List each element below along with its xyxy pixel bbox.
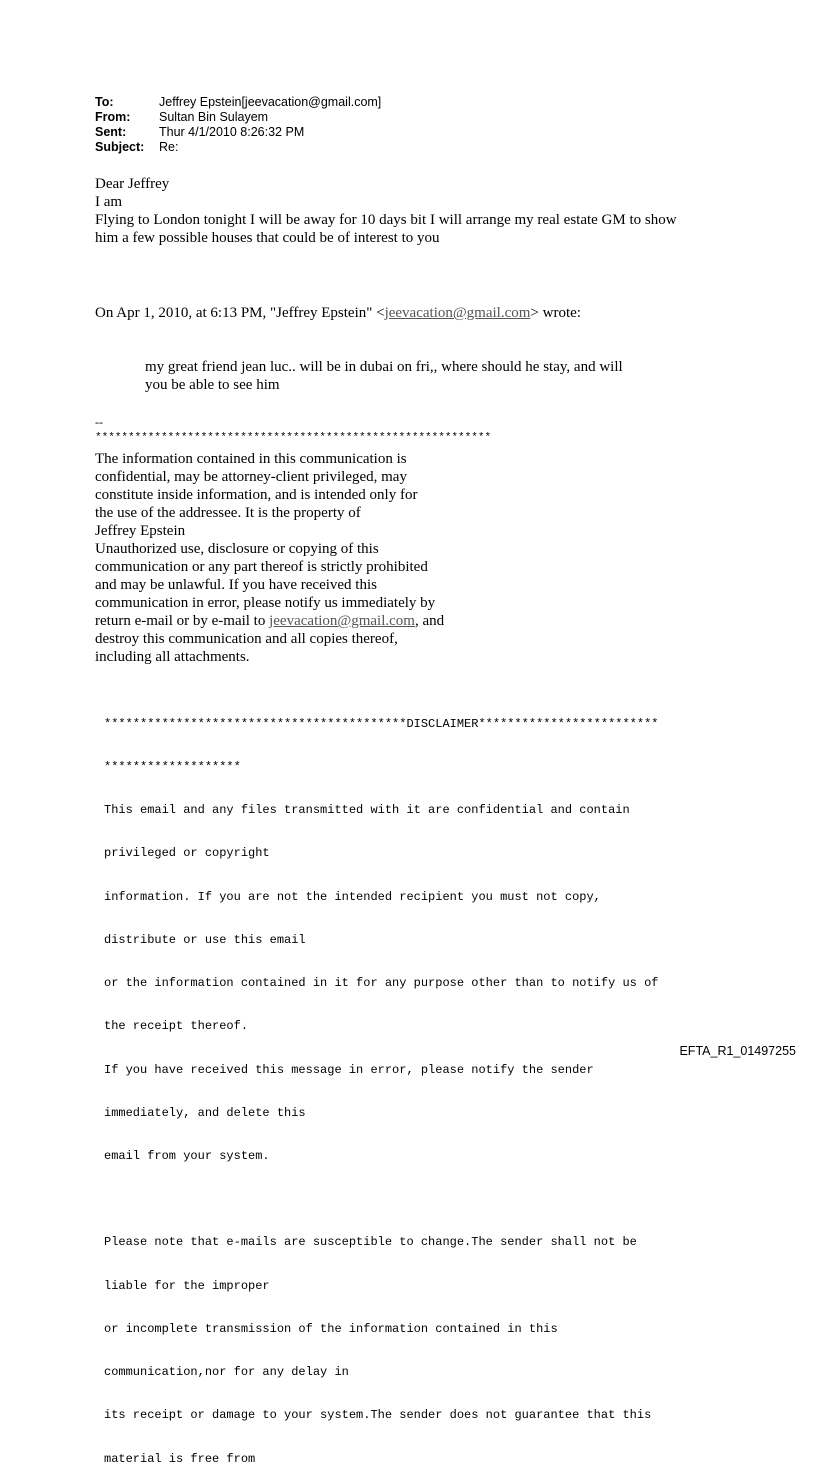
notice-return-text: return e-mail or by e-mail to [95,613,270,629]
disclaimer-line: material is free from [104,1451,256,1466]
notice-line: and may be unlawful. If you have received this [95,577,377,593]
disclaimer-line: communication,nor for any delay in [104,1365,349,1380]
subject-label: Subject: [95,140,145,154]
to-value: Jeffrey Epstein[jeevacation@gmail.com] [159,95,382,109]
notice-line: Jeffrey Epstein [95,523,186,539]
disclaimer-line: the receipt thereof. [104,1019,249,1034]
signature-dash: -- [95,415,103,429]
disclaimer-line: or the information contained in it for any purpose other than to notify us of [104,976,659,991]
notice-line: constitute inside information, and is intended only for [95,487,418,503]
from-value: Sultan Bin Sulayem [159,110,269,124]
signature-stars: ************************************************************ [95,432,492,444]
quote-line: you be able to see him [145,377,280,393]
body-line: I am [95,194,123,210]
disclaimer-line: ******************* [104,760,241,775]
message-body [95,175,677,247]
disclaimer-line: distribute or use this email [104,932,306,947]
disclaimer-line: liable for the improper [104,1278,270,1293]
email-link[interactable]: jeevacation@gmail.com [384,305,531,321]
disclaimer-block [104,688,659,1480]
quote-intro-tail: > wrote: [530,305,581,321]
email-link[interactable]: jeevacation@gmail.com [269,613,415,629]
document-id: EFTA_R1_01497255 [679,1044,796,1058]
notice-line: destroy this communication and all copies thereof, [95,631,398,647]
body-line: him a few possible houses that could be of interest to you [95,230,440,246]
notice-line: confidential, may be attorney-client privileged, may [95,469,407,485]
disclaimer-line: immediately, and delete this [104,1105,306,1120]
sent-row [95,125,381,140]
notice-return-tail: , and [414,613,445,629]
from-row [95,110,381,125]
disclaimer-line: This email and any files transmitted with it are confidential and contain [104,803,630,818]
notice-line: the use of the addressee. It is the property of [95,505,361,521]
disclaimer-line: or incomplete transmission of the information contained in this [104,1321,558,1336]
body-line: Flying to London tonight I will be away for 10 days bit I will arrange my real estate GM to show [95,212,677,228]
email-header [95,95,381,155]
disclaimer-line: email from your system. [104,1149,270,1163]
disclaimer-line: ******************************************DISCLAIMER************************* [104,716,659,731]
to-label: To: [95,95,114,109]
sent-label: Sent: [95,125,127,139]
quote-line: my great friend jean luc.. will be in dubai on fri,, where should he stay, and will [145,359,623,375]
subject-row [95,140,381,155]
body-line: Dear Jeffrey [95,176,170,192]
disclaimer-line: information. If you are not the intended recipient you must not copy, [104,889,601,904]
quote-intro-text: On Apr 1, 2010, at 6:13 PM, "Jeffrey Epstein" < [95,305,385,321]
notice-line: communication in error, please notify us immediately by [95,595,436,611]
to-row [95,95,381,110]
subject-value: Re: [159,140,179,154]
quote-intro [95,304,581,322]
disclaimer-line: Please note that e-mails are susceptible to change.The sender shall not be [104,1235,637,1250]
from-label: From: [95,110,131,124]
notice-line: Unauthorized use, disclosure or copying of this [95,541,379,557]
notice-line: including all attachments. [95,649,250,665]
disclaimer-line [104,1192,659,1206]
notice-line: The information contained in this communication is [95,451,407,467]
sent-value: Thur 4/1/2010 8:26:32 PM [159,125,305,139]
disclaimer-line: privileged or copyright [104,846,270,861]
disclaimer-line: its receipt or damage to your system.The sender does not guarantee that this [104,1408,652,1423]
confidentiality-notice [95,450,444,666]
disclaimer-line: If you have received this message in error, please notify the sender [104,1062,594,1077]
quoted-message [145,358,623,394]
notice-line: communication or any part thereof is strictly prohibited [95,559,428,575]
